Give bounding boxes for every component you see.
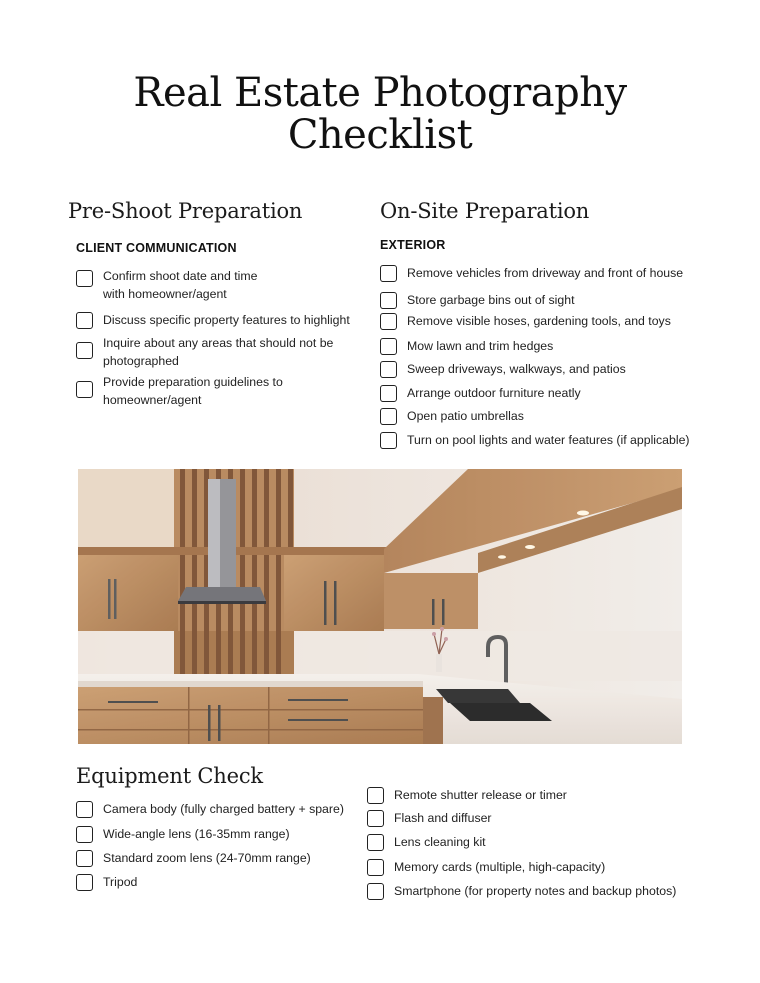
label-line-1: Confirm shoot date and time (103, 269, 258, 283)
checklist-item (380, 312, 720, 330)
label-line-2: with homeowner/agent (103, 287, 227, 301)
checkbox[interactable] (367, 787, 384, 804)
checklist-item-label (103, 267, 257, 303)
checkbox[interactable] (367, 859, 384, 876)
checkbox[interactable] (367, 810, 384, 827)
checkbox[interactable] (380, 265, 397, 282)
checklist-item-label: Tripod (103, 875, 138, 889)
checklist-item-label (103, 373, 283, 409)
checklist-item-label: Arrange outdoor furniture neatly (407, 386, 581, 400)
checkbox[interactable] (380, 313, 397, 330)
checklist-item-label: Mow lawn and trim hedges (407, 339, 554, 353)
checkbox[interactable] (380, 408, 397, 425)
checkbox[interactable] (76, 270, 93, 287)
checklist-item-label: Turn on pool lights and water features (if applicable) (407, 433, 690, 447)
checklist-item (76, 334, 366, 370)
checklist-item-label: Standard zoom lens (24-70mm range) (103, 851, 311, 865)
checkbox[interactable] (367, 834, 384, 851)
checkbox[interactable] (76, 312, 93, 329)
on-site-heading: On-Site Preparation (380, 199, 590, 223)
kitchen-illustration (78, 469, 682, 744)
checkbox[interactable] (76, 381, 93, 398)
exterior-subheading: EXTERIOR (380, 238, 446, 252)
label-line-1: Inquire about any areas that should not be (103, 336, 334, 350)
checklist-item (380, 407, 720, 425)
checklist-item-label: Wide-angle lens (16-35mm range) (103, 827, 290, 841)
client-communication-subheading: CLIENT COMMUNICATION (76, 241, 237, 255)
checklist-item (380, 264, 720, 282)
checkbox[interactable] (76, 826, 93, 843)
checklist-item-label: Remote shutter release or timer (394, 788, 567, 802)
checklist-item (367, 833, 737, 851)
checklist-item (76, 800, 366, 818)
checklist-item (76, 267, 366, 303)
checklist-item (380, 360, 720, 378)
kitchen-photo (78, 469, 682, 744)
checklist-item (76, 311, 366, 329)
checklist-item-label: Sweep driveways, walkways, and patios (407, 362, 626, 376)
checklist-item (367, 882, 737, 900)
checklist-item-label: Memory cards (multiple, high-capacity) (394, 860, 606, 874)
checkbox[interactable] (76, 874, 93, 891)
checklist-item-label (103, 334, 333, 370)
checklist-item-label: Open patio umbrellas (407, 409, 524, 423)
checklist-item (380, 291, 720, 309)
checkbox[interactable] (76, 850, 93, 867)
checklist-item (76, 825, 366, 843)
title-line-1: Real Estate Photography (133, 70, 627, 116)
label-line-2: photographed (103, 354, 179, 368)
checklist-item (76, 373, 366, 409)
checkbox[interactable] (380, 385, 397, 402)
checklist-item-label: Camera body (fully charged battery + spare) (103, 802, 344, 816)
checklist-item-label: Remove vehicles from driveway and front of house (407, 266, 684, 280)
checklist-item (380, 337, 720, 355)
checklist-item-label: Remove visible hoses, gardening tools, and toys (407, 314, 671, 328)
checkbox[interactable] (380, 338, 397, 355)
checkbox[interactable] (76, 342, 93, 359)
equipment-heading: Equipment Check (76, 764, 263, 788)
checklist-item (367, 858, 737, 876)
checklist-item-label: Discuss specific property features to highlight (103, 313, 350, 327)
checklist-item (76, 849, 366, 867)
title-line-2: Checklist (287, 112, 473, 158)
checklist-item (367, 786, 737, 804)
label-line-1: Provide preparation guidelines to (103, 375, 283, 389)
checkbox[interactable] (380, 292, 397, 309)
checklist-item-label: Lens cleaning kit (394, 835, 486, 849)
checklist-item-label: Smartphone (for property notes and backup photos) (394, 884, 677, 898)
checkbox[interactable] (380, 361, 397, 378)
checkbox[interactable] (76, 801, 93, 818)
pre-shoot-heading: Pre-Shoot Preparation (68, 199, 303, 223)
checkbox[interactable] (367, 883, 384, 900)
checklist-item-label: Store garbage bins out of sight (407, 293, 575, 307)
checklist-item-label: Flash and diffuser (394, 811, 492, 825)
page-title (0, 72, 760, 156)
checklist-item (380, 384, 720, 402)
checkbox[interactable] (380, 432, 397, 449)
checklist-item (367, 809, 737, 827)
checklist-item (380, 431, 740, 449)
label-line-2: homeowner/agent (103, 393, 202, 407)
checklist-item (76, 873, 366, 891)
